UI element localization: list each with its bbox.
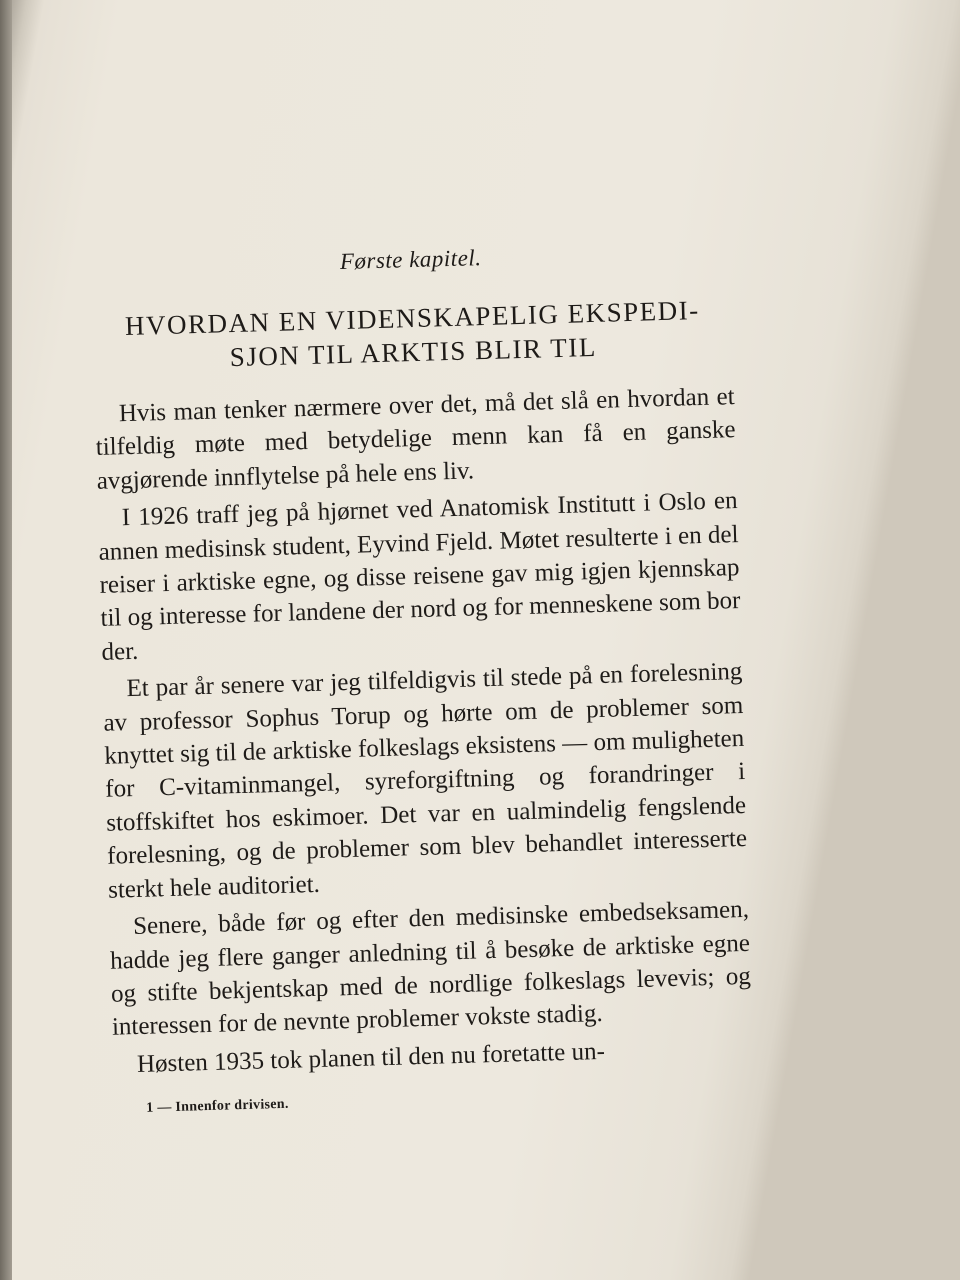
book-page <box>90 222 776 1180</box>
paragraph-4: Senere, både før og efter den medisinske embedseksamen, hadde jeg flere ganger anledning til å besøke de arktiske egne og stifte bekjentskap med de nordlige folkeslags levevis; og interessen for de nevnte problemer vokste stadig. <box>109 895 752 1042</box>
chapter-title <box>92 292 734 378</box>
body-text <box>94 380 753 1082</box>
page-signature: 1 — Innenfor drivisen. <box>146 1096 289 1116</box>
paragraph-5: Høsten 1935 tok planen til den nu foretatte un- <box>136 1037 606 1078</box>
paragraph-3: Et par år senere var jeg tilfeldigvis til stede på en forelesning av professor Sophus Torup og hørte om de problemer som knyttet sig til de arktiske folkeslags eksistens — om muligheten for C-vitaminmangel, syreforgiftning og forandringer i stoffskiftet hos eskimoer. Det var en ualmindelig fengslende forelesning, og de problemer som blev behandlet interesserte sterkt hele auditoriet. <box>103 658 748 904</box>
chapter-label: Første kapitel. <box>339 245 482 275</box>
chapter-title-line-2: SJON TIL ARKTIS BLIR TIL <box>229 331 598 373</box>
book-spine-shadow <box>0 0 12 1280</box>
paragraph-1: Hvis man tenker nærmere over det, må det slå en hvordan et tilfeldig møte med betydelige menn kan få en ganske avgjørende innflytelse på hele ens liv. <box>95 383 736 495</box>
chapter-title-line-1: HVORDAN EN VIDENSKAPELIG EKSPEDI- <box>124 295 700 342</box>
paragraph-2: I 1926 traff jeg på hjørnet ved Anatomisk Institutt i Oslo en annen medisinsk student, Eyvind Fjeld. Møtet resulterte i en del reiser i arktiske egne, og disse reisene gav mig igjen kjennskap til og interesse for landene der nord og for menneskene som bor der. <box>98 487 741 666</box>
